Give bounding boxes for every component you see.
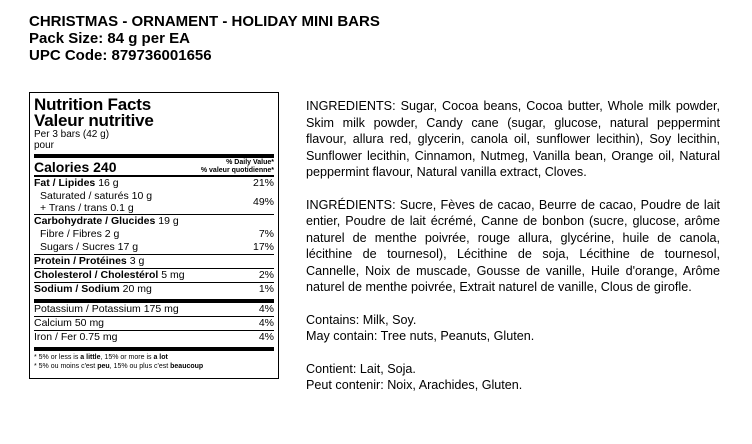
iron-row: Iron / Fer 0.75 mg 4% (34, 331, 274, 343)
contains-en: Contains: Milk, Soy. (306, 312, 417, 327)
saturated-trans-row (34, 190, 274, 214)
product-header (29, 13, 380, 64)
nutrition-facts-table (29, 92, 279, 379)
saturated-trans-pct: 49% (252, 196, 274, 208)
footnote-fr: * 5% ou moins c'est peu, 15% ou plus c'est beaucoup (34, 363, 204, 370)
carb-row: Carbohydrate / Glucides 19 g (34, 215, 179, 227)
ingredients-en: INGREDIENTS: Sugar, Cocoa beans, Cocoa butter, Whole milk powder, Skim milk powder, Candy cane (sugar, glucose, natural peppermint flavour, allura red, glycerin, canola oil, sunflower lecithin), Soy lecithin, Sunflower lecithin, Cinnamon, Nutmeg, Vanilla bean, Orange oil, Natural peppermint flavour, Natural vanilla extract, Cloves. (306, 99, 720, 179)
contains-fr: Contient: Lait, Soja. (306, 361, 416, 376)
may-contain-en: May contain: Tree nuts, Peanuts, Gluten. (306, 329, 535, 343)
fibre-row: Fibre / Fibres 2 g 7% (40, 228, 274, 240)
pack-size: Pack Size: 84 g per EA (29, 30, 190, 47)
cholesterol-row: Cholesterol / Cholestérol 5 mg 2% (34, 269, 274, 281)
footnote (34, 351, 274, 371)
ingredients-panel (306, 98, 720, 394)
saturated-row: Saturated / saturés 10 g (40, 190, 153, 202)
footnote-en: * 5% or less is a little, 15% or more is a lot (34, 354, 168, 361)
nutrition-title-en: Nutrition Facts (34, 95, 151, 114)
sodium-row: Sodium / Sodium 20 mg 1% (34, 283, 274, 295)
product-name: CHRISTMAS - ORNAMENT - HOLIDAY MINI BARS (29, 13, 380, 30)
calories-value: Calories 240 (34, 159, 117, 175)
ingredients-fr: INGRÉDIENTS: Sucre, Fèves de cacao, Beurre de cacao, Poudre de lait entier, Poudre de lait écrémé, Canne de bonbon (sucre, glucose, arôme naturel de menthe poivrée, rouge allura, glycérine, huile de canola, lécithine de tournesol), Lécithine de soja, Lécithine de tournesol, Cannelle, Noix de muscade, Gousse de vanille, Huile d'orange, Arôme naturel de menthe poivrée, Extrait naturel de vanille, Clous de girofle. (306, 197, 720, 294)
serving-size-fr: pour (34, 140, 55, 151)
calcium-row: Calcium 50 mg 4% (34, 317, 274, 329)
trans-row: + Trans / trans 0.1 g (40, 202, 134, 214)
nutrition-title-fr: Valeur nutritive (34, 111, 154, 130)
sugars-row: Sugars / Sucres 17 g 17% (40, 241, 274, 253)
protein-row: Protein / Protéines 3 g (34, 255, 145, 267)
potassium-row: Potassium / Potassium 175 mg 4% (34, 303, 274, 315)
upc-code: UPC Code: 879736001656 (29, 47, 212, 64)
daily-value-header: % Daily Value* % valeur quotidienne* (200, 159, 274, 174)
serving-size: Per 3 bars (42 g) (34, 129, 110, 140)
fat-row: Fat / Lipides 16 g 21% (34, 177, 274, 189)
may-contain-fr: Peut contenir: Noix, Arachides, Gluten. (306, 378, 523, 392)
calories-row (34, 158, 274, 175)
